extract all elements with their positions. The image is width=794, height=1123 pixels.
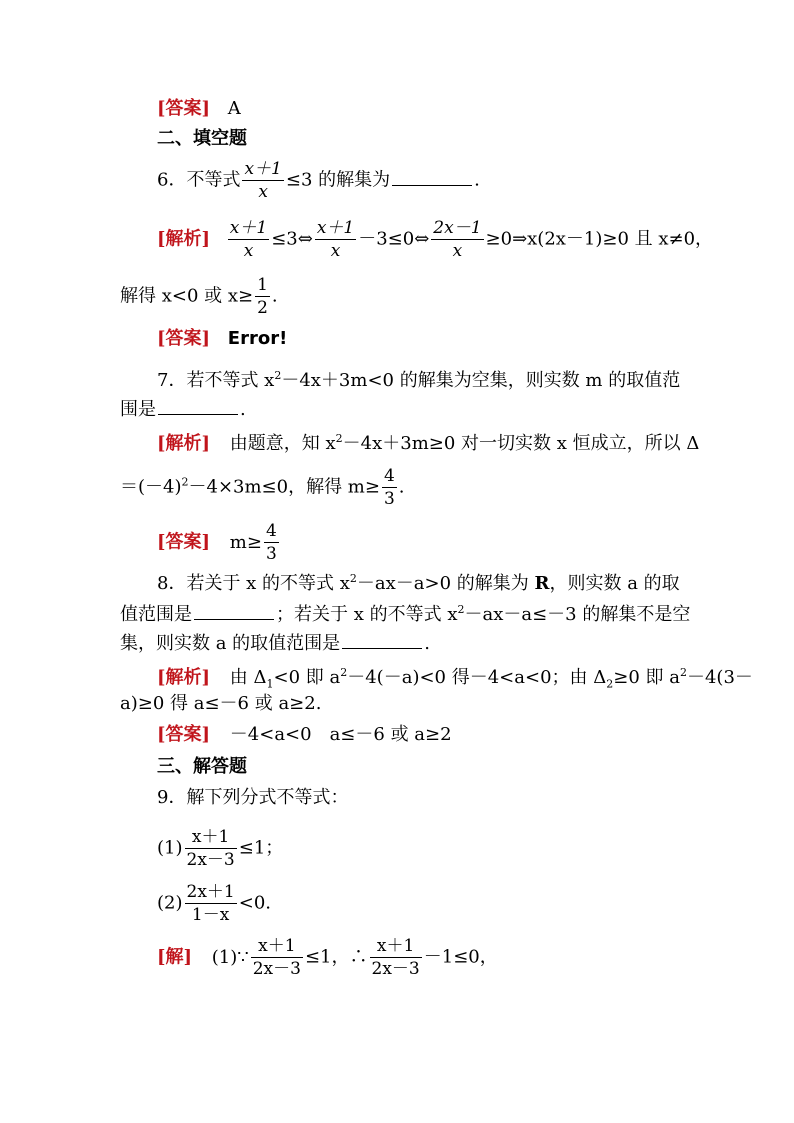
q6-blank xyxy=(392,167,472,186)
section-heading-solve: 三、解答题 xyxy=(157,756,247,777)
question-8-line3: 集，则实数 a 的取值范围是 . xyxy=(120,630,430,656)
answer-tag: [答案] xyxy=(157,98,211,119)
analysis-tag: [解析] xyxy=(157,667,211,688)
answer-line-q5 xyxy=(157,97,241,121)
solution-tag: [解] xyxy=(157,946,193,968)
question-9: 9．解下列分式不等式： xyxy=(157,787,349,808)
analysis-tag: [解析] xyxy=(157,228,211,250)
answer-tag: [答案] xyxy=(157,328,211,349)
q9-solution: [解] (1)∵ $\frac{x+1}{2x-3}$ ≤1，∴ $\frac{x+1}{2x-3}$ －1≤0， xyxy=(157,936,498,979)
q6-analysis: [解析] $\frac{x+1}{x}$ ≤3⇔ $\frac{x+1}{x}$ －3≤0⇔ $\frac{2x-1}{x}$ ≥0⇒x(2x－1)≥0 且 x≠0， xyxy=(157,218,714,261)
q8-answer xyxy=(157,723,452,747)
q8-blank-2 xyxy=(342,630,422,649)
question-6: 6．不等式 $\frac{x+1}{x}$ ≤3 的解集为 . xyxy=(157,159,480,202)
q8-analysis: [解析] 由 $\Delta_1<0$ 即 $a^2-4(-a)<0$ 得－4<a<0；由 $\Delta_2\ge 0$ 即 $a^2-4(3-$ xyxy=(157,666,753,691)
q6-analysis-line2: 解得 x<0 或 x≥ $\frac{1}{2}$ . xyxy=(120,275,278,318)
question-8-line2: 值范围是 ；若关于 x 的不等式 $x^2-ax-a\le-3$ 的解集不是空 xyxy=(120,603,691,625)
analysis-tag: [解析] xyxy=(157,433,211,454)
question-7: 7．若不等式 $x^2-4x+3m<0$ 的解集为空集，则实数 m 的取值范 xyxy=(157,369,681,391)
q9-part-1: (1) $\frac{x+1}{2x-3}$ ≤1； xyxy=(157,827,284,870)
question-8: 8．若关于 x 的不等式 $x^2-ax-a>0$ 的解集为 R，则实数 a 的取 xyxy=(157,572,680,594)
q9-part-2: (2) $\frac{2x+1}{1-x}$ <0. xyxy=(157,882,271,925)
q7-answer: [答案] m≥ $\frac{4}{3}$ xyxy=(157,521,277,564)
q6-answer xyxy=(157,327,287,351)
q8-blank-1 xyxy=(194,601,274,620)
q7-analysis: [解析] 由题意，知 $x^2-4x+3m\ge 0$ 对一切实数 x 恒成立，所以 Δ xyxy=(157,432,700,454)
q6-text-tail: ≤3 的解集为 xyxy=(285,169,391,191)
q7-analysis-line2: $=(-4)^2-4\times 3m\le 0$，解得 m≥ $\frac{4}{3}$ . xyxy=(120,466,405,509)
answer-tag: [答案] xyxy=(157,724,211,745)
q8-analysis-line2: a)≥0 得 a≤－6 或 a≥2. xyxy=(120,693,322,714)
answer-value: Error! xyxy=(227,328,288,349)
answer-value: －4<a<0 a≤－6 或 a≥2 xyxy=(229,724,452,745)
answer-value: A xyxy=(227,98,241,119)
question-7-line2: 围是 . xyxy=(120,396,246,422)
answer-tag: [答案] xyxy=(157,531,211,553)
section-heading-fill-in: 二、填空题 xyxy=(157,128,247,149)
q6-fraction: $\frac{x+1}{x}$ xyxy=(244,159,282,202)
q7-blank xyxy=(158,396,238,415)
q6-text: 6．不等式 xyxy=(157,169,241,191)
